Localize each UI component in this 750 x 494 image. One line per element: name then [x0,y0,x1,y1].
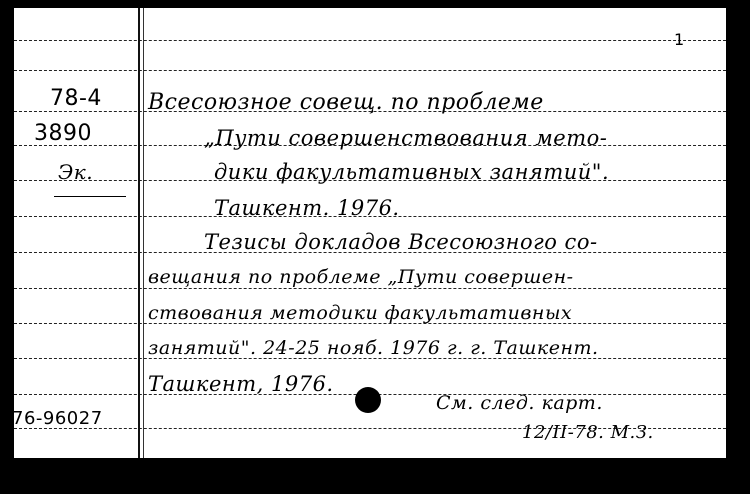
rule-line [14,288,726,289]
rule-line [14,70,726,71]
place-year-line: Ташкент. 1976. [214,196,400,220]
page-number: 1 [674,30,685,49]
description-line: занятий". 24-25 нояб. 1976 г. г. Ташкент. [148,337,599,359]
accession-number: 76-96027 [12,408,103,429]
imprint-line: Ташкент, 1976. [148,372,334,396]
rule-line [14,40,726,41]
abbrev-underline [54,196,126,197]
see-next-card: См. след. карт. [436,392,603,414]
punch-hole [355,387,381,413]
description-line: ствования методики факультативных [148,302,573,324]
shelf-mark: 78-4 [50,86,102,111]
title-line: дики факультативных занятий". [214,160,610,184]
catalog-card [14,8,726,458]
margin-line [138,8,140,458]
description-line: вещания по проблеме „Пути совершен- [148,266,574,288]
title-line: „Пути совершенствования мето- [204,126,608,150]
heading-line: Всесоюзное совещ. по проблеме [148,90,544,115]
margin-line-inner [143,8,144,458]
call-number: 3890 [34,121,92,146]
copy-abbrev: Эк. [58,160,94,184]
date-initials: 12/II-78. М.З. [522,422,654,443]
description-line: Тезисы докладов Всесоюзного со- [204,230,598,254]
